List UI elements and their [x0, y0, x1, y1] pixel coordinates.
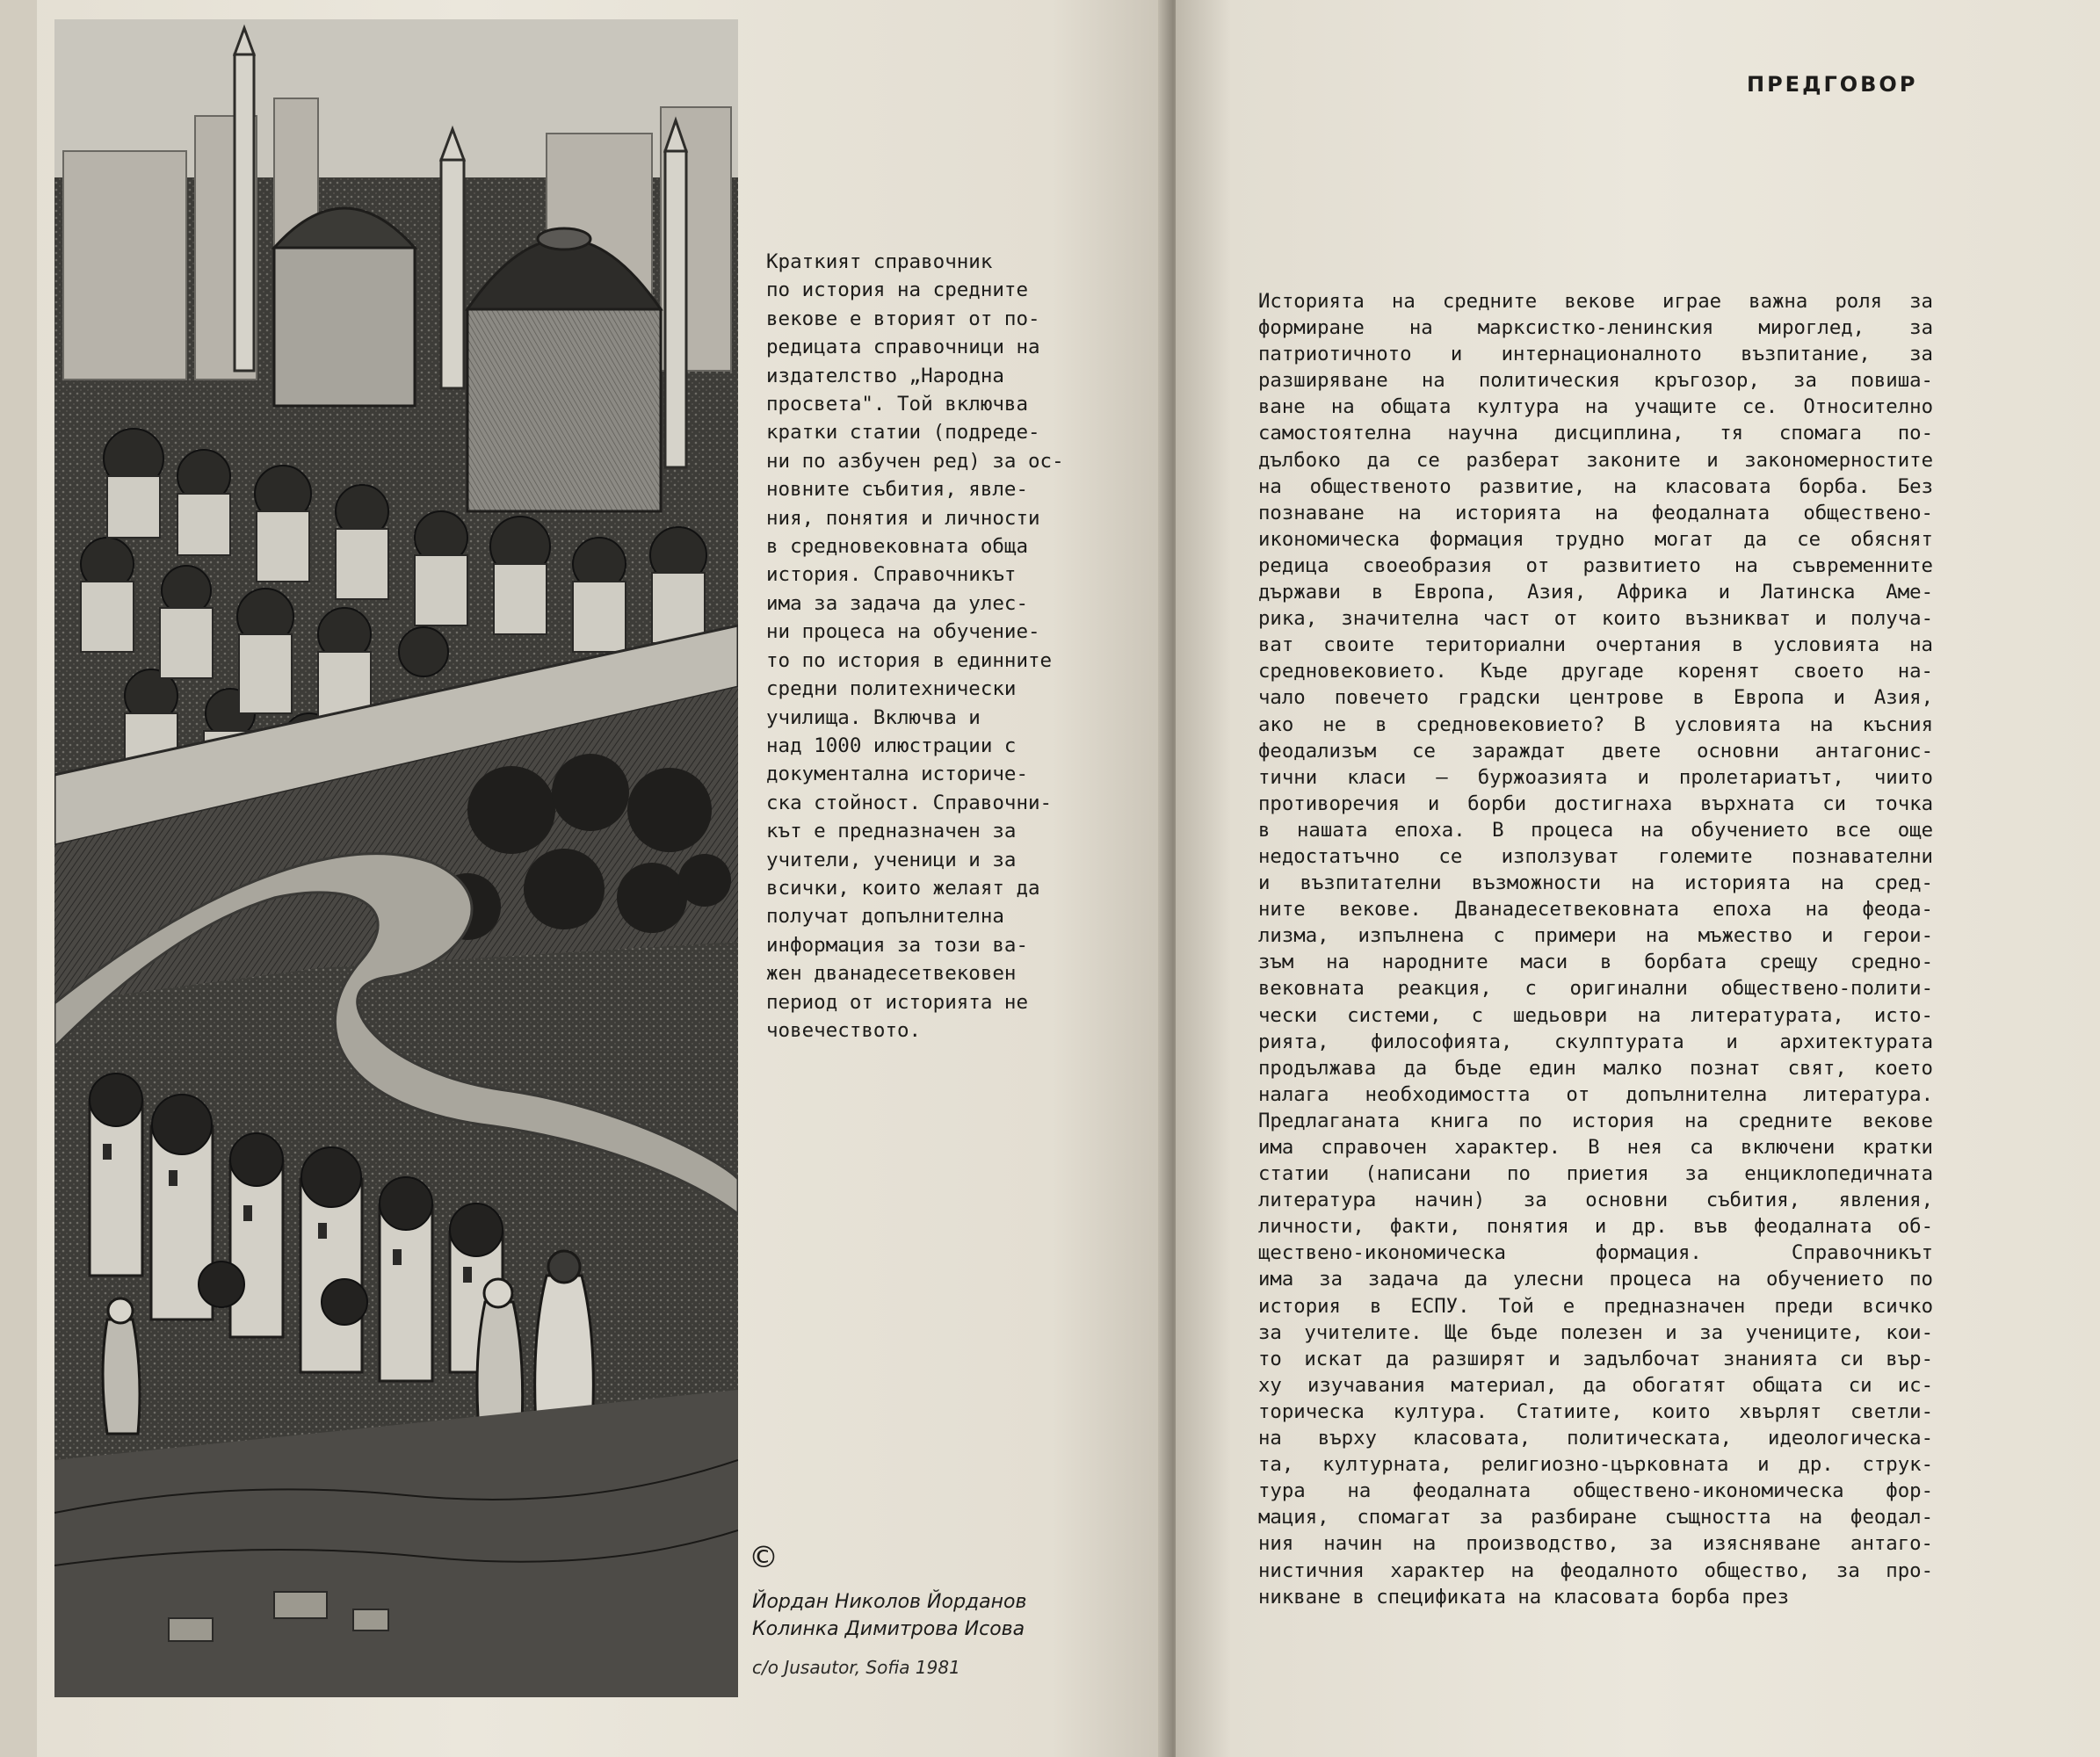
copyright-symbol: © — [749, 1540, 778, 1575]
text-line: противоречия и борби достигнаха върхната си точка — [1258, 792, 1933, 815]
text-line: икономическа формация трудно могат да се обяснят — [1258, 527, 1933, 551]
text-line: над 1000 илюстрации с — [766, 734, 1017, 757]
text-line: кът е предназначен за — [766, 820, 1017, 843]
text-line: жен дванадесетвековен — [766, 962, 1017, 986]
text-line: има за задача да улесни процеса на обучението по — [1258, 1268, 1933, 1291]
text-line: никване в спецификата на класовата борба през — [1258, 1585, 1790, 1609]
text-line: за учителите. Ще бъде полезен и за учениците, кои- — [1258, 1320, 1933, 1344]
text-line: в средновековната обща — [766, 535, 1029, 559]
text-line: ни процеса на обучение- — [766, 620, 1040, 644]
author-name: Йордан Николов Йорданов — [752, 1591, 1027, 1613]
text-line: редица своеобразия от развитието на съвременните — [1258, 553, 1933, 577]
text-line: то искат да разширят и задълбочат знанията си вър- — [1258, 1347, 1933, 1370]
text-line: тични класи — буржоазията и пролетариатът, чиито — [1258, 765, 1933, 789]
text-line: нистичния характер на феодалното общество, за про- — [1258, 1558, 1933, 1582]
text-line: чески системи, с шедьоври на литературата, исто- — [1258, 1003, 1933, 1027]
city-illustration — [54, 19, 738, 1697]
text-line: новните събития, явле- — [766, 478, 1029, 502]
text-line: информация за този ва- — [766, 933, 1029, 957]
text-line: торическа култура. Статиите, които хвърлят светли- — [1258, 1399, 1933, 1423]
text-line: формиране на марксистко-ленинския мироглед, за — [1258, 316, 1933, 340]
text-line: ване на общата култура на учащите се. Относително — [1258, 395, 1933, 419]
text-line: редицата справочници на — [766, 336, 1040, 359]
text-line: тура на феодалната обществено-икономическа фор- — [1258, 1479, 1933, 1503]
text-line: статии (написани по приетия за енциклопедичната — [1258, 1162, 1933, 1186]
text-line: учители, ученици и за — [766, 848, 1017, 871]
text-line: в нашата епоха. В процеса на обучението все още — [1258, 818, 1933, 842]
text-line: рика, значителна част от които възникват и получа- — [1258, 607, 1933, 631]
text-line: на върху класовата, политическата, идеологическа- — [1258, 1427, 1933, 1450]
text-line: държави в Европа, Азия, Африка и Латинска Аме- — [1258, 581, 1933, 604]
text-line: рията, философията, скулптурата и архитектурата — [1258, 1030, 1933, 1053]
text-line: разширяване на политическия кръгозор, за повиша- — [1258, 369, 1933, 393]
text-line: документална историче- — [766, 763, 1029, 786]
text-line: то по история в единните — [766, 648, 1053, 672]
text-line: кратки статии (подреде- — [766, 421, 1040, 445]
text-line: дълбоко да се разберат законите и закономерностите — [1258, 448, 1933, 472]
page-edge — [0, 0, 37, 1757]
text-line: Краткият справочник — [766, 250, 993, 273]
text-line: има за задача да улес- — [766, 591, 1029, 615]
text-line: просвета". Той включва — [766, 393, 1029, 416]
text-line: по история на средните — [766, 278, 1029, 302]
text-line: всички, които желаят да — [766, 876, 1040, 900]
text-line: продължава да бъде един малко познат свят, което — [1258, 1056, 1933, 1080]
text-line: издателство „Народна — [766, 364, 1004, 387]
text-line: мация, спомагат за разбиране същността на феодал- — [1258, 1506, 1933, 1529]
text-line: феодализъм се зараждат двете основни антагонис- — [1258, 739, 1933, 763]
text-line: Предлаганата книга по история на средните векове — [1258, 1109, 1933, 1132]
text-line: ни по азбучен ред) за ос- — [766, 449, 1064, 473]
text-line: ния начин на производство, за изясняване антаго- — [1258, 1532, 1933, 1556]
publisher-line: c/o Jusautor, Sofia 1981 — [752, 1657, 960, 1678]
text-line: история в ЕСПУ. Той е предназначен преди всичко — [1258, 1294, 1933, 1318]
text-line: Историята на средните векове играе важна роля за — [1258, 290, 1933, 313]
text-line: има справочен характер. В нея са включени кратки — [1258, 1136, 1933, 1159]
author-name: Колинка Димитрова Исова — [752, 1618, 1025, 1640]
text-line: ако не в средновековието? В условията на късния — [1258, 712, 1933, 736]
text-line: личности, факти, понятия и др. във феодалната об- — [1258, 1215, 1933, 1239]
text-line: ват своите териториални очертания в условията на — [1258, 633, 1933, 657]
text-line: средни политехнически — [766, 677, 1017, 701]
text-line: самостоятелна научна дисциплина, тя спомага по- — [1258, 422, 1933, 445]
text-line: чало повечето градски центрове в Европа и Азия, — [1258, 686, 1933, 710]
text-line: та, културната, религиозно-църковната и др. струк- — [1258, 1453, 1933, 1477]
authors — [752, 1588, 1121, 1643]
text-line: ните векове. Дванадесетвековната епоха на феода- — [1258, 898, 1933, 922]
text-line: вековната реакция, с оригинални обществено-полити- — [1258, 977, 1933, 1001]
text-line: налага необходимостта от допълнителна литература. — [1258, 1082, 1933, 1106]
text-line: история. Справочникът — [766, 563, 1017, 587]
text-line: училища. Включва и — [766, 705, 981, 729]
text-line: ния, понятия и личности — [766, 506, 1040, 530]
text-line: ска стойност. Справочни- — [766, 791, 1053, 814]
text-line: на общественото развитие, на класовата борба. Без — [1258, 474, 1933, 498]
text-line: недостатъчно се използуват големите познавателни — [1258, 844, 1933, 868]
text-line: зъм на народните маси в борбата срещу средно- — [1258, 951, 1933, 974]
page-title: ПРЕДГОВОР — [1747, 72, 1918, 97]
text-line: период от историята не — [766, 990, 1029, 1014]
medieval-city-engraving-icon — [54, 19, 738, 1697]
text-line: средновековието. Къде другаде коренят своето на- — [1258, 660, 1933, 683]
text-line: ху изучавания материал, да обогатят общата си ис- — [1258, 1373, 1933, 1397]
book-description — [766, 248, 1091, 1045]
text-line: и възпитателни възможности на историята на сред- — [1258, 871, 1933, 895]
text-line: патриотичното и интернационалното възпитание, за — [1258, 343, 1933, 366]
text-line: ществено-икономическа формация. Справочникът — [1258, 1241, 1933, 1265]
text-line: векове е вторият от по- — [766, 307, 1040, 330]
text-line: литература начин) за основни събития, явления, — [1258, 1189, 1933, 1212]
preface-text — [1258, 288, 1933, 1610]
text-line: лизма, изпълнена с примери на мъжество и герои- — [1258, 924, 1933, 948]
text-line: получат допълнителна — [766, 905, 1004, 929]
text-line: човечеството. — [766, 1018, 922, 1042]
text-line: познаване на историята на феодалната обществено- — [1258, 501, 1933, 524]
